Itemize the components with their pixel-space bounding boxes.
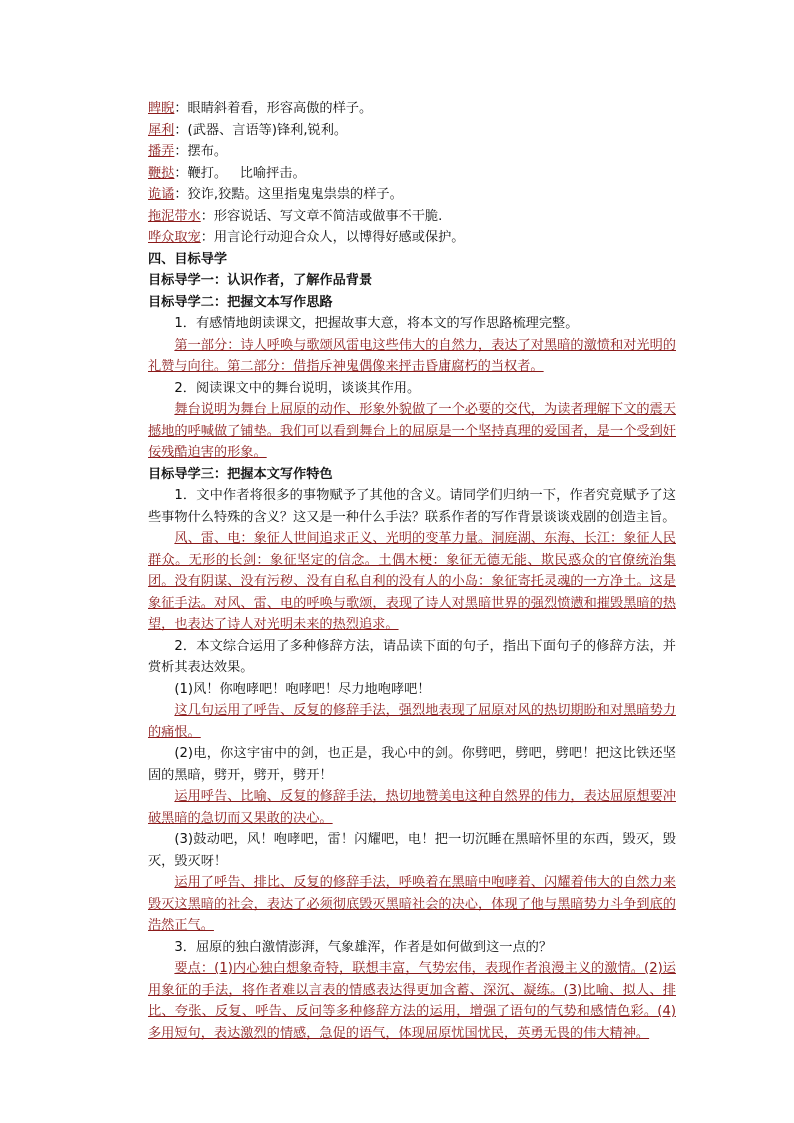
- answer: 第一部分：诗人呼唤与歌颂风雷电这些伟大的自然力，表达了对黑暗的激愤和对光明的礼赞与向往。第二部分：借指斥神鬼偶像来抨击昏庸腐朽的当权者。: [148, 337, 676, 374]
- goal-heading-2: 目标导学二：把握文本写作思路: [148, 294, 333, 310]
- vocab-term: 犀利: [148, 122, 175, 138]
- vocab-term: 诡谲: [148, 187, 175, 202]
- vocab-def: ：摆布。: [174, 144, 228, 159]
- vocab-entry: [148, 184, 676, 206]
- vocab-def: ：眼睛斜着看，形容高傲的样子。: [174, 101, 373, 116]
- answer: 运用了呼告、排比、反复的修辞手法，呼唤着在黑暗中咆哮着、闪耀着伟大的自然力来毁灭这黑暗的社会，表达了必须彻底毁灭黑暗社会的决心，体现了他与黑暗势力斗争到底的浩然正气。: [148, 875, 676, 933]
- vocab-def: ：狡诈,狡黠。这里指鬼鬼祟祟的样子。: [174, 187, 403, 202]
- section-title: 四、目标导学: [148, 251, 228, 267]
- example-sentence: (2)电，你这宇宙中的剑，也正是，我心中的剑。你劈吧，劈吧，劈吧！把这比铁还坚固的黑暗，劈开，劈开，劈开！: [148, 746, 676, 783]
- question: 1．有感情地朗读课文，把握故事大意，将本文的写作思路梳理完整。: [174, 316, 579, 331]
- document-page: [148, 98, 676, 1044]
- answer: 风、雷、电：象征人世间追求正义、光明的变革力量。洞庭湖、东海、长江：象征人民群众。无形的长剑：象征坚定的信念。土偶木梗：象征无德无能、欺民惑众的官僚统治集团。没有阴谋、没有污秽、没有自私自利的没有人的小岛：象征寄托灵魂的一方净土。这是象征手法。对风、雷、电的呼唤与歌颂，表现了诗人对黑暗世界的强烈愤懑和摧毁黑暗的热望，也表达了诗人对光明未来的热烈追求。: [148, 531, 676, 632]
- vocab-entry: [148, 120, 676, 142]
- question: 1．文中作者将很多的事物赋予了其他的含义。请同学们归纳一下，作者究竟赋予了这些事物什么特殊的含义？这又是一种什么手法？联系作者的写作背景谈谈戏剧的创造主旨。: [148, 488, 676, 525]
- vocab-term: 睥睨: [148, 101, 175, 116]
- vocab-term: 鞭挞: [148, 165, 175, 181]
- vocab-def: ：鞭打。 比喻抨击。: [174, 165, 306, 181]
- goal-heading-1: 目标导学一：认识作者，了解作品背景: [148, 273, 373, 288]
- answer: 要点：(1)内心独白想象奇特，联想丰富，气势宏伟，表现作者浪漫主义的激情。(2)运用象征的手法，将作者难以言表的情感表达得更加含蓄、深沉、凝练。(3)比喻、拟人、排比、夸张、反复、呼告、反问等多种修辞方法的运用，增强了语句的气势和感情色彩。(4)多用短句，表达激烈的情感，急促的语气，体现屈原忧国忧民，英勇无畏的伟大精神。: [148, 961, 676, 1041]
- answer: 运用呼告、比喻、反复的修辞手法，热切地赞美电这种自然界的伟力，表达屈原想要冲破黑暗的急切而又果敢的决心。: [148, 789, 676, 826]
- question: 2．本文综合运用了多种修辞方法，请品读下面的句子，指出下面句子的修辞方法，并赏析其表达效果。: [148, 638, 676, 675]
- vocab-term: 哗众取宠: [148, 230, 201, 245]
- goal-heading-3: 目标导学三：把握本文写作特色: [148, 466, 333, 482]
- vocab-def: ：形容说话、写文章不简洁或做事不干脆.: [200, 208, 443, 224]
- vocab-term: 播弄: [148, 144, 175, 159]
- vocab-term: 拖泥带水: [148, 208, 201, 224]
- example-sentence: (1)风！你咆哮吧！咆哮吧！尽力地咆哮吧！: [174, 681, 431, 697]
- example-sentence: (3)鼓动吧，风！咆哮吧，雷！闪耀吧，电！把一切沉睡在黑暗怀里的东西，毁灭，毁灭，毁灭呀！: [148, 832, 676, 869]
- question: 3．屈原的独白激情澎湃，气象雄浑，作者是如何做到这一点的？: [174, 939, 553, 955]
- vocab-entry: [148, 163, 676, 185]
- vocab-def: ：用言论行动迎合众人，以博得好感或保护。: [200, 230, 465, 245]
- vocab-entry: [148, 206, 676, 228]
- vocab-def: ：(武器、言语等)锋利,锐利。: [174, 122, 348, 138]
- answer: 这几句运用了呼告、反复的修辞手法，强烈地表现了屈原对风的热切期盼和对黑暗势力的痛恨。: [148, 703, 676, 740]
- question: 2．阅读课文中的舞台说明，谈谈其作用。: [174, 380, 421, 396]
- vocab-entry: [148, 227, 676, 249]
- answer: 舞台说明为舞台上屈原的动作、形象外貌做了一个必要的交代，为读者理解下文的震天撼地的呼喊做了铺垫。我们可以看到舞台上的屈原是一个坚持真理的爱国者，是一个受到奸佞残酷迫害的形象。: [148, 402, 676, 460]
- vocab-entry: [148, 98, 676, 120]
- vocab-entry: [148, 141, 676, 163]
